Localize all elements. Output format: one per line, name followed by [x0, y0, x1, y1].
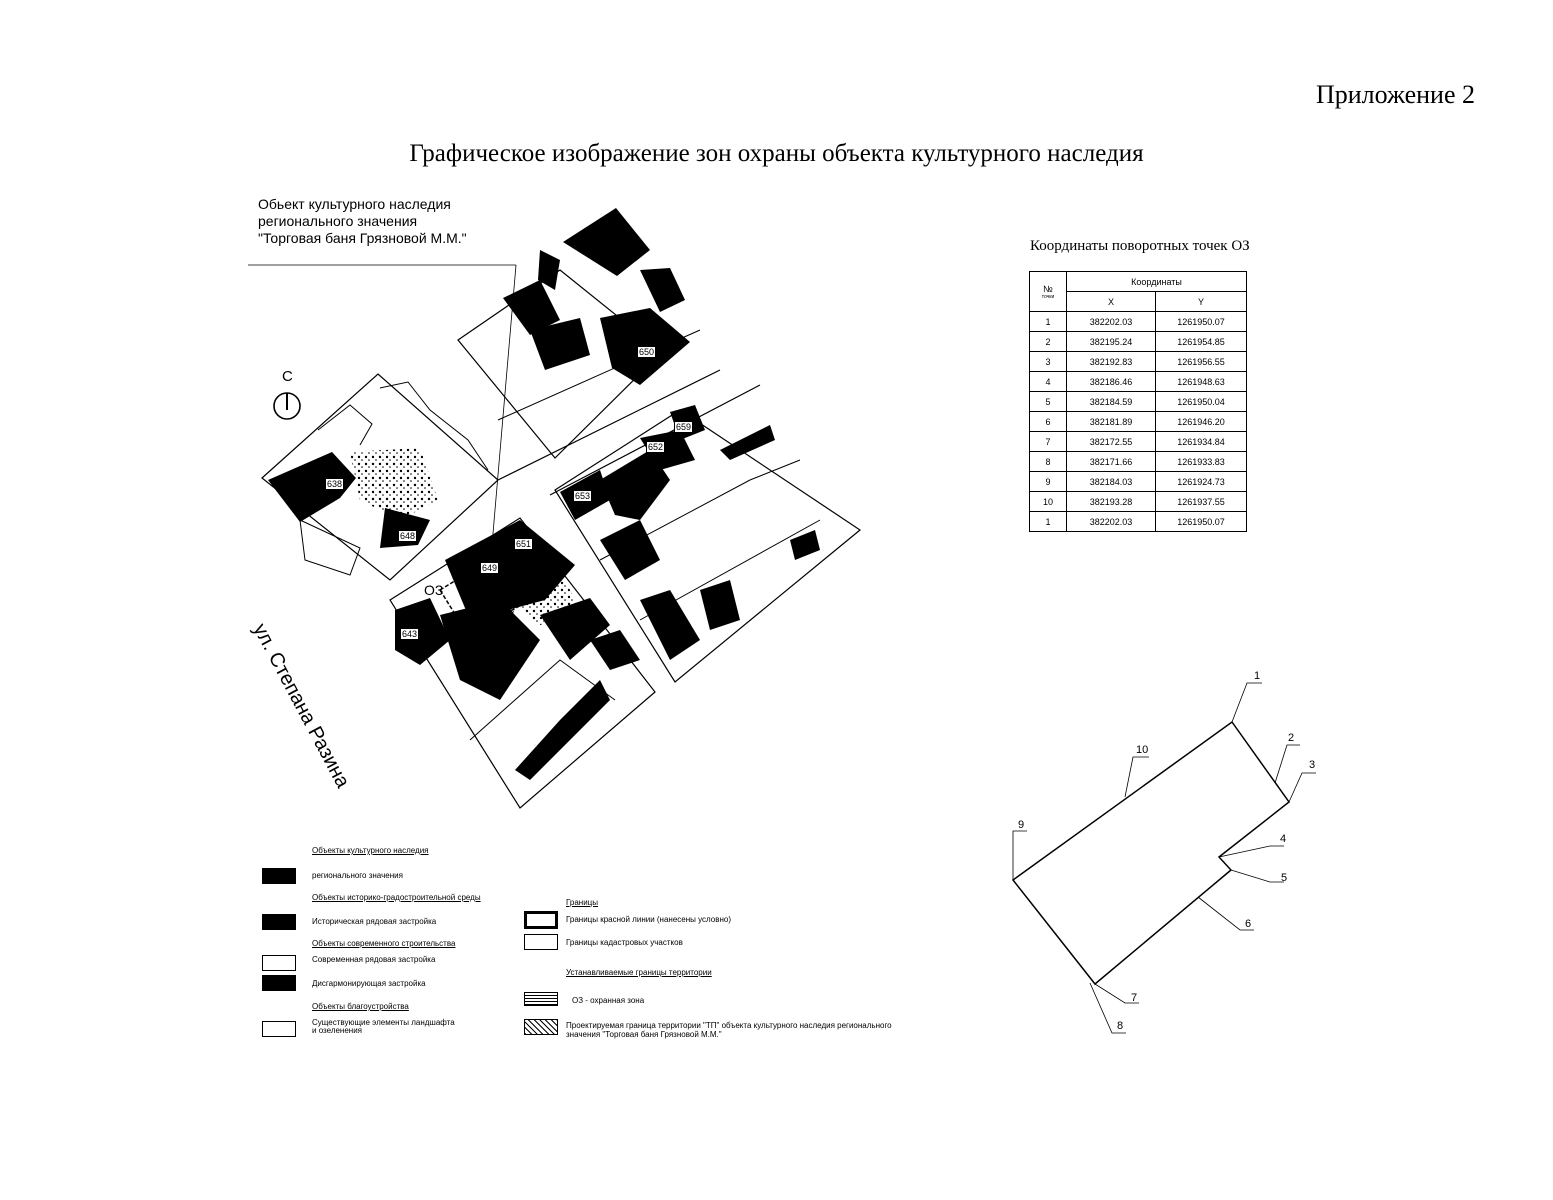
- polygon-point-label: 10: [1136, 744, 1149, 756]
- cell-no: 9: [1030, 472, 1067, 492]
- cell-x: 382171.66: [1067, 452, 1156, 472]
- col-x-header: X: [1067, 292, 1156, 312]
- coordinates-table: [1029, 271, 1247, 532]
- cell-x: 382184.03: [1067, 472, 1156, 492]
- polygon-point-label: 6: [1245, 918, 1252, 930]
- legend-item: Историческая рядовая застройка: [312, 917, 437, 926]
- col-no-label: №: [1043, 283, 1053, 294]
- col-no-sub: точки: [1041, 293, 1055, 300]
- legend-item-line: и озеленения: [312, 1026, 363, 1035]
- table-row: [1030, 492, 1247, 512]
- legend-swatch-cadastral: [524, 934, 558, 950]
- object-label-line: регионального значения: [258, 213, 418, 229]
- street-label: ул. Степана Разина: [248, 620, 354, 792]
- cell-y: 1261950.07: [1156, 312, 1247, 332]
- building-number: 643: [402, 629, 418, 639]
- cell-x: 382193.28: [1067, 492, 1156, 512]
- cell-no: 2: [1030, 332, 1067, 352]
- legend-swatch-tp: [524, 1019, 558, 1035]
- cell-no: 4: [1030, 372, 1067, 392]
- legend-item: регионального значения: [312, 871, 403, 880]
- legend-swatch-oz: [524, 992, 558, 1006]
- building-number: 650: [639, 347, 655, 357]
- legend-item: Дисгармонирующая застройка: [312, 979, 426, 988]
- cell-y: 1261950.07: [1156, 512, 1247, 532]
- table-row: [1030, 512, 1247, 532]
- cell-no: 6: [1030, 412, 1067, 432]
- polygon-point-label: 5: [1281, 872, 1288, 884]
- legend-item-line: Существующие элементы ландшафта: [312, 1018, 455, 1027]
- oz-polygon-leaders: [1013, 683, 1316, 1033]
- cell-no: 3: [1030, 352, 1067, 372]
- building-number: 649: [482, 563, 498, 573]
- object-label-line: Обьект культурного наследия: [258, 196, 451, 212]
- cell-x: 382181.89: [1067, 412, 1156, 432]
- col-group-header: Координаты: [1067, 272, 1247, 292]
- table-row: [1030, 332, 1247, 352]
- cell-y: 1261948.63: [1156, 372, 1247, 392]
- legend-heading: Устанавливаемые границы территории: [566, 968, 712, 977]
- cell-no: 1: [1030, 512, 1067, 532]
- building-number: 652: [648, 442, 664, 452]
- oz-polygon: [1013, 722, 1289, 984]
- cell-y: 1261946.20: [1156, 412, 1247, 432]
- table-title: Координаты поворотных точек ОЗ: [1030, 238, 1250, 254]
- building-number: 653: [575, 491, 591, 501]
- legend-item-line: значения "Торговая баня Грязновой М.М.": [566, 1030, 722, 1039]
- legend-swatch-red-line: [524, 911, 558, 929]
- legend-item: [566, 1021, 892, 1039]
- cell-y: 1261933.83: [1156, 452, 1247, 472]
- zone-label: ОЗ: [424, 582, 444, 598]
- polygon-point-label: 8: [1117, 1020, 1124, 1032]
- table-row: [1030, 392, 1247, 412]
- polygon-point-label: 3: [1309, 759, 1316, 771]
- cell-x: 382186.46: [1067, 372, 1156, 392]
- object-label-line: "Торговая баня Грязновой М.М.": [258, 230, 467, 246]
- table-row: [1030, 472, 1247, 492]
- cell-y: 1261924.73: [1156, 472, 1247, 492]
- cell-x: 382192.83: [1067, 352, 1156, 372]
- cell-x: 382184.59: [1067, 392, 1156, 412]
- legend-swatch-modern: [262, 955, 296, 971]
- cell-y: 1261954.85: [1156, 332, 1247, 352]
- polygon-point-label: 2: [1288, 732, 1295, 744]
- cell-no: 1: [1030, 312, 1067, 332]
- page-title: Графическое изображение зон охраны объекта культурного наследия: [409, 140, 1144, 167]
- cell-x: 382172.55: [1067, 432, 1156, 452]
- block-west: [262, 374, 498, 580]
- polygon-point-label: 7: [1131, 992, 1138, 1004]
- legend-item: ОЗ - охранная зона: [572, 996, 645, 1005]
- legend-swatch-landscape: [262, 1021, 296, 1037]
- polygon-point-label: 1: [1254, 670, 1261, 682]
- cell-no: 5: [1030, 392, 1067, 412]
- legend-heading: Объекты современного строительства: [312, 939, 456, 948]
- legend-heading: Границы: [566, 898, 598, 907]
- legend-swatch-regional: [262, 868, 296, 884]
- table-row: [1030, 452, 1247, 472]
- table-row: [1030, 412, 1247, 432]
- cell-no: 10: [1030, 492, 1067, 512]
- table-row: [1030, 312, 1247, 332]
- legend-item: Современная рядовая застройка: [312, 955, 436, 964]
- legend-swatch-disharmony: [262, 975, 296, 991]
- cell-y: 1261934.84: [1156, 432, 1247, 452]
- cell-x: 382202.03: [1067, 312, 1156, 332]
- cell-x: 382195.24: [1067, 332, 1156, 352]
- polygon-point-label: 9: [1018, 819, 1025, 831]
- cell-y: 1261956.55: [1156, 352, 1247, 372]
- table-row: [1030, 432, 1247, 452]
- legend-heading: Объекты культурного наследия: [312, 846, 429, 855]
- building-number: 638: [327, 479, 343, 489]
- col-no-header: [1030, 272, 1067, 312]
- cell-x: 382202.03: [1067, 512, 1156, 532]
- appendix-label: Приложение 2: [1315, 80, 1475, 109]
- north-label: С: [282, 368, 293, 385]
- legend-heading: Объекты благоустройства: [312, 1002, 409, 1011]
- building-number: 659: [676, 422, 692, 432]
- building-number: 651: [516, 539, 532, 549]
- col-y-header: Y: [1156, 292, 1247, 312]
- table-header-row: [1030, 272, 1247, 292]
- cell-no: 7: [1030, 432, 1067, 452]
- cell-y: 1261937.55: [1156, 492, 1247, 512]
- legend-swatch-historic: [262, 914, 296, 930]
- legend-heading: Объекты историко-градостроительной среды: [312, 893, 481, 902]
- polygon-point-label: 4: [1280, 833, 1287, 845]
- legend-item: [312, 1019, 455, 1035]
- legend-item: Границы красной линии (нанесены условно): [566, 915, 732, 924]
- building-number: 648: [400, 531, 416, 541]
- cell-y: 1261950.04: [1156, 392, 1247, 412]
- cell-no: 8: [1030, 452, 1067, 472]
- legend-item-line: Проектируемая граница территории "ТП" объекта культурного наследия регионального: [566, 1021, 892, 1030]
- table-row: [1030, 372, 1247, 392]
- legend-item: Границы кадастровых участков: [566, 938, 683, 947]
- table-row: [1030, 352, 1247, 372]
